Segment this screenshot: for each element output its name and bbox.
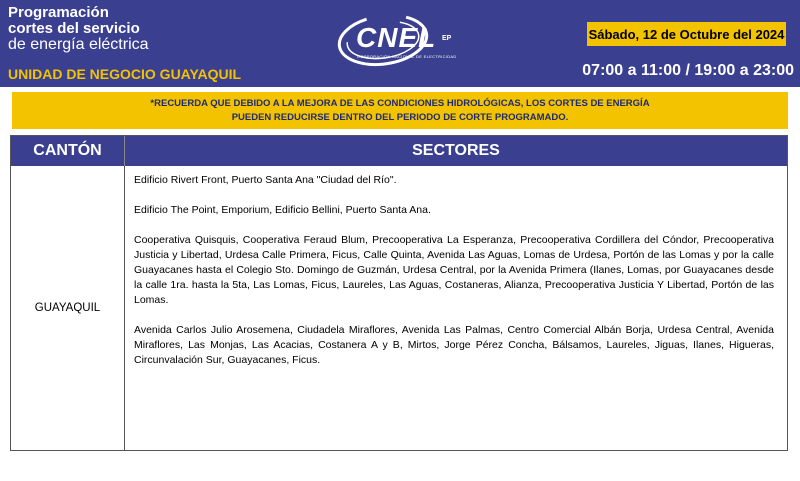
logo-wordmark: CNEL: [356, 22, 437, 53]
sectores-cell: [134, 173, 774, 383]
date-badge: Sábado, 12 de Octubre del 2024: [587, 22, 786, 46]
canton-cell: GUAYAQUIL: [11, 166, 125, 450]
sector-paragraph: Edificio The Point, Emporium, Edificio Bellini, Puerto Santa Ana.: [134, 204, 431, 216]
notice-line-1: *RECUERDA QUE DEBIDO A LA MEJORA DE LAS CONDICIONES HIDROLÓGICAS, LOS CORTES DE ENERGÍA: [150, 97, 650, 109]
notice-banner: [12, 92, 788, 129]
logo-subtitle: CORPORACIÓN NACIONAL DE ELECTRICIDAD: [357, 54, 457, 59]
title-line-1: Programación: [8, 4, 109, 21]
table-header: [11, 136, 787, 166]
schedule-hours: 07:00 a 11:00 / 19:00 a 23:00: [582, 62, 794, 79]
sector-paragraph: Avenida Carlos Julio Arosemena, Ciudadela Miraflores, Avenida Las Palmas, Centro Comercial Albán Borja, Urdesa Central, Avenida Miraflores, Las Monjas, Las Acacias, Costanera A y B, Mirtos, Jorge Pérez Concha, Bálsamos, Laureles, Jiguas, Ilanes, Higueras, Circunvalación Sur, Guayacanes, Ficus.: [134, 324, 774, 366]
logo-suffix: EP: [442, 35, 452, 42]
page-title: [8, 5, 149, 53]
title-line-3: de energía eléctrica: [8, 36, 149, 53]
notice-line-2: PUEDEN REDUCIRSE DENTRO DEL PERIODO DE CORTE PROGRAMADO.: [231, 111, 569, 123]
column-header-sectores: SECTORES: [412, 142, 500, 159]
sector-paragraph: Edificio Rivert Front, Puerto Santa Ana "Ciudad del Río".: [134, 174, 397, 186]
business-unit-label: UNIDAD DE NEGOCIO GUAYAQUIL: [8, 66, 242, 82]
column-header-canton: CANTÓN: [11, 136, 125, 166]
header-banner: [0, 0, 800, 87]
title-line-2: cortes del servicio: [8, 20, 140, 37]
sector-paragraph: Cooperativa Quisquis, Cooperativa Feraud Blum, Precooperativa La Esperanza, Precooperativa Cordillera del Cóndor, Precooperativa Justicia y Libertad, Urdesa Calle Primera, Ficus, Calle Quinta, Avenida Las Aguas, Lomas de Urdesa, Portón de las Lomas y por la calle Guayacanes hasta el Colegio Sto. Domingo de Guzmán, Urdesa Central, por la Avenida Primera (Ilanes, Lomas, por Guayacanes desde la calle 1ra. hasta la 5ta, Las Lomas, Ficus, Laureles, Las Aguas, Costaneras, Alianza, Precooperativa Justicia Y Libertad, Portón de las Lomas.: [134, 234, 774, 306]
